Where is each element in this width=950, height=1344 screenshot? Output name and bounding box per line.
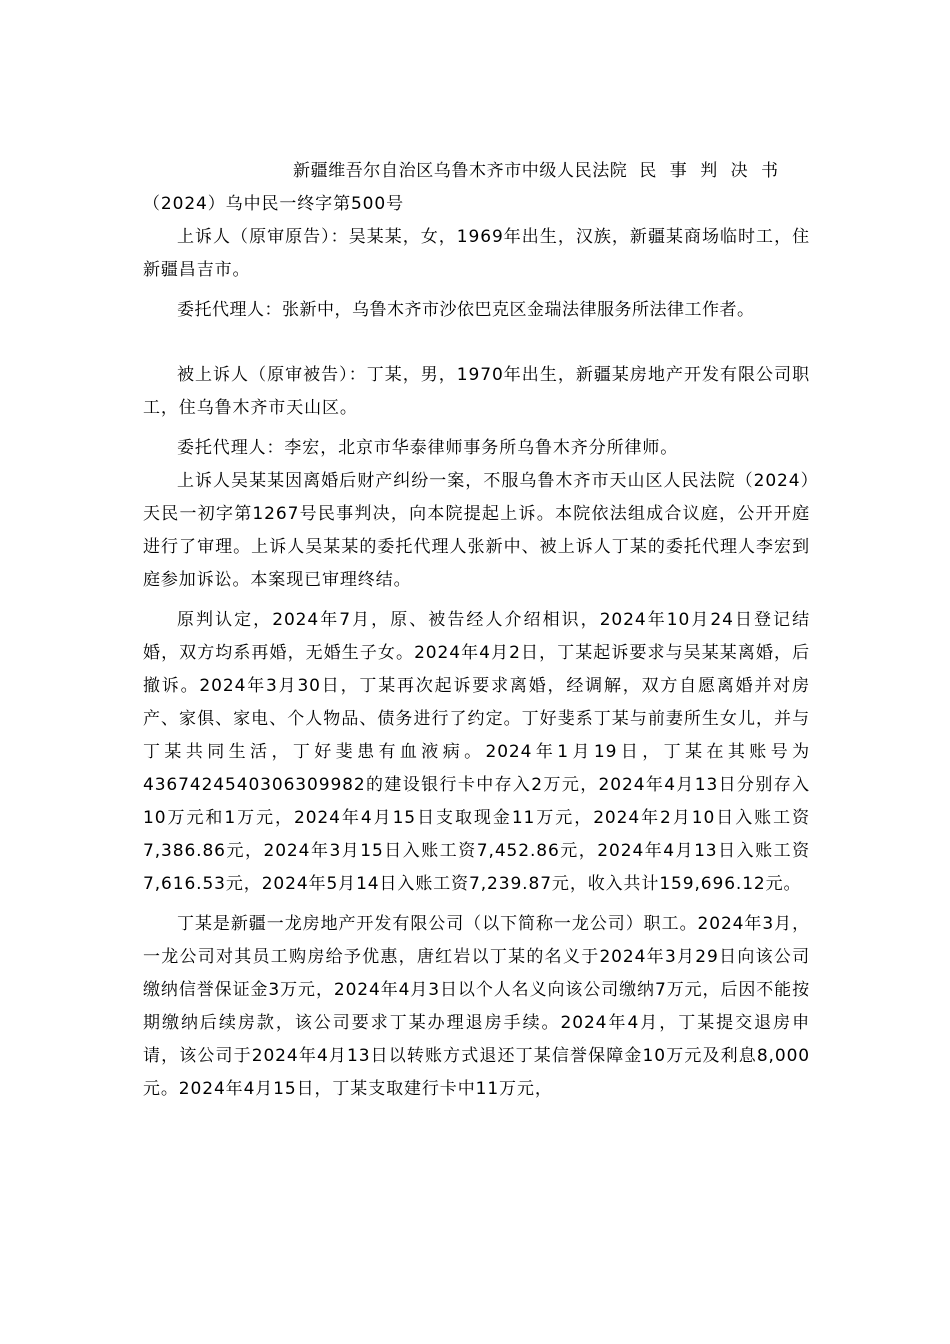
appellee-paragraph: 被上诉人（原审被告）：丁某，男，1970年出生，新疆某房地产开发有限公司职工，住乌鲁木齐市天山区。 — [143, 365, 810, 418]
case-number: （2024）乌中民一终字第500号 — [143, 194, 405, 214]
document-heading — [143, 155, 810, 188]
appellant-paragraph: 上诉人（原审原告）：吴某某，女，1969年出生，汉族，新疆某商场临时工，住新疆昌吉市。 — [143, 227, 810, 280]
appellant-agent-paragraph: 委托代理人：张新中，乌鲁木齐市沙依巴克区金瑞法律服务所法律工作者。 — [177, 300, 755, 320]
employer-facts-paragraph: 丁某是新疆一龙房地产开发有限公司（以下简称一龙公司）职工。2024年3月，一龙公司对其员工购房给予优惠，唐红岩以丁某的名义于2024年3月29日向该公司缴纳信誉保证金3万元，2024年4月3日以个人名义向该公司缴纳7万元，后因不能按期缴纳后续房款，该公司要求丁某办理退房手续。2024年4月，丁某提交退房申请，该公司于2024年4月13日以转账方式退还丁某信誉保障金10万元及利息8,000元。2024年4月15日，丁某支取建行卡中11万元， — [143, 914, 810, 1099]
original-finding-paragraph: 原判认定，2024年7月，原、被告经人介绍相识，2024年10月24日登记结婚，双方均系再婚，无婚生子女。2024年4月2日，丁某起诉要求与吴某某离婚，后撤诉。2024年3月30日，丁某再次起诉要求离婚，经调解，双方自愿离婚并对房产、家俱、家电、个人物品、债务进行了约定。丁好斐系丁某与前妻所生女儿，并与丁某共同生活，丁好斐患有血液病。2024年1月19日，丁某在其账号为4367424540306309982的建设银行卡中存入2万元，2024年4月13日分别存入10万元和1万元，2024年4月15日支取现金11万元，2024年2月10日入账工资7,386.86元，2024年3月15日入账工资7,452.86元，2024年4月13日入账工资7,616.53元，2024年5月14日入账工资7,239.87元，收入共计159,696.12元。 — [143, 610, 810, 894]
appellee-agent-paragraph: 委托代理人：李宏，北京市华泰律师事务所乌鲁木齐分所律师。 — [177, 438, 679, 458]
case-intro-paragraph: 上诉人吴某某因离婚后财产纠纷一案，不服乌鲁木齐市天山区人民法院（2024）天民一初字第1267号民事判决，向本院提起上诉。本院依法组成合议庭，公开开庭进行了审理。上诉人吴某某的委托代理人张新中、被上诉人丁某的委托代理人李宏到庭参加诉讼。本案现已审理终结。 — [143, 471, 810, 590]
judgment-body — [143, 155, 810, 1106]
blank-line — [143, 327, 810, 359]
document-kind: 民 事 判 决 书 — [639, 161, 783, 181]
court-name: 新疆维吾尔自治区乌鲁木齐市中级人民法院 — [293, 161, 628, 181]
